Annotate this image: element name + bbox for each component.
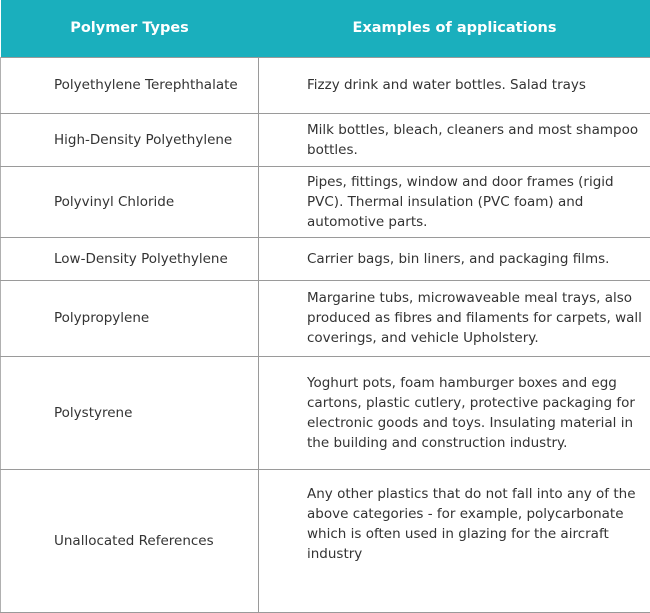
table-row	[1, 166, 650, 237]
table-row	[1, 280, 650, 356]
table-header-row	[1, 0, 650, 57]
applications-cell: Carrier bags, bin liners, and packaging films.	[259, 237, 650, 280]
applications-cell: Margarine tubs, microwaveable meal trays, also produced as fibres and filaments for carpets, wall coverings, and vehicle Upholstery.	[259, 280, 650, 356]
polymer-type-cell: High-Density Polyethylene	[1, 113, 259, 166]
table-row	[1, 113, 650, 166]
applications-cell: Pipes, fittings, window and door frames (rigid PVC). Thermal insulation (PVC foam) and automotive parts.	[259, 166, 650, 237]
table-row	[1, 57, 650, 113]
applications-cell: Fizzy drink and water bottles. Salad trays	[259, 57, 650, 113]
polymer-type-cell: Unallocated References	[1, 469, 259, 612]
polymer-type-cell: Polypropylene	[1, 280, 259, 356]
table-row	[1, 237, 650, 280]
applications-cell: Any other plastics that do not fall into any of the above categories - for example, polycarbonate which is often used in glazing for the aircraft industry	[259, 469, 650, 612]
header-polymer-types: Polymer Types	[1, 0, 259, 57]
table-row	[1, 469, 650, 612]
header-examples-of-applications: Examples of applications	[259, 0, 650, 57]
polymer-type-cell: Low-Density Polyethylene	[1, 237, 259, 280]
applications-cell: Milk bottles, bleach, cleaners and most shampoo bottles.	[259, 113, 650, 166]
polymer-type-cell: Polyethylene Terephthalate	[1, 57, 259, 113]
table-row	[1, 356, 650, 469]
polymer-type-cell: Polystyrene	[1, 356, 259, 469]
applications-cell: Yoghurt pots, foam hamburger boxes and egg cartons, plastic cutlery, protective packaging for electronic goods and toys. Insulating material in the building and construction industry.	[259, 356, 650, 469]
polymer-type-cell: Polyvinyl Chloride	[1, 166, 259, 237]
